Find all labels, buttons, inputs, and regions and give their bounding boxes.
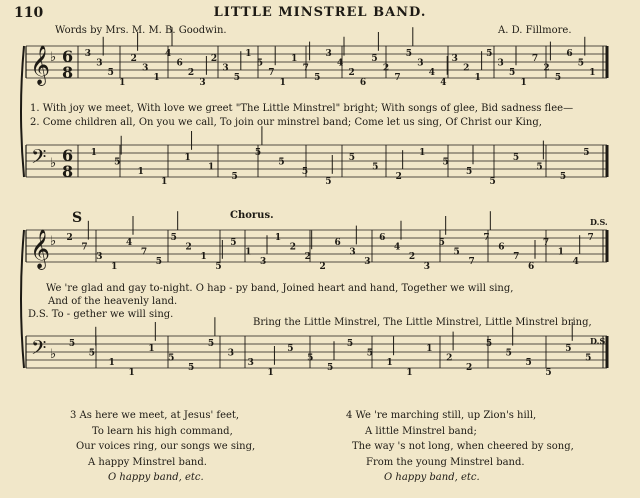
system1-treble-note-number: 5 [577, 58, 585, 69]
system2-treble-note-number: 7 [542, 237, 550, 248]
system1-treble-note-number: 3 [199, 77, 206, 88]
system2-treble-note-number: 3 [260, 257, 267, 267]
system2-bass-note-number: 5 [307, 353, 314, 364]
chorus-line-1: We 're glad and gay to-night. O hap - py band, Joined heart and hand, Together we will sing, [46, 283, 514, 294]
verse-4-line-2: A little Minstrel band; [365, 426, 477, 437]
system2-bass-note-number: 5 [545, 367, 552, 378]
verse-3-line-4: A happy Minstrel band. [88, 457, 207, 468]
time-signature-bottom: 8 [62, 63, 74, 82]
system1-treble-note-number: 5 [509, 68, 516, 79]
system1-bass-note-number: 5 [512, 152, 520, 163]
system1-treble-note-number: 1 [291, 53, 298, 64]
system1-treble-note-number: 2 [130, 53, 137, 64]
system2-treble-note-number: 2 [304, 252, 311, 263]
system1-treble-note-number: 1 [153, 73, 160, 83]
system1-treble-note-number: 5 [554, 73, 562, 83]
system1-treble-note-number: 3 [142, 63, 149, 74]
system2-bass-note-number: 5 [207, 339, 215, 349]
chorus-line-2: And of the heavenly land. [48, 296, 178, 307]
system1-treble-note-number: 2 [543, 63, 550, 74]
ds-mark-top: D.S. [590, 217, 608, 227]
system1-treble-note-number: 2 [463, 63, 470, 74]
system2-bass-note-number: 5 [346, 339, 354, 349]
segno-sign: S [72, 210, 83, 226]
system2-bass-note-number: 5 [168, 353, 175, 364]
system2-treble-note-number: 6 [334, 237, 341, 248]
system1-bass-note-number: 5 [114, 157, 121, 168]
system1-treble-note-number: 3 [325, 49, 332, 59]
system1-treble-note-number: 3 [96, 58, 103, 69]
system1-treble-note-number: 3 [84, 49, 91, 59]
system1-treble-note-number: 5 [371, 53, 378, 64]
system2-treble-note-number: 3 [364, 257, 371, 267]
system2-treble-note-number: 3 [423, 261, 431, 272]
verse-4-line-5: O happy band, etc. [384, 472, 480, 483]
system2-treble-note-number: 7 [513, 252, 520, 263]
system2-bass-note-number: 5 [188, 363, 195, 373]
system2-bass-note-number: 3 [247, 358, 254, 369]
system1-treble-note-number: 6 [176, 58, 183, 69]
system1-bass-note-number: 5 [254, 148, 262, 158]
system1-bass-note-number: 1 [184, 152, 191, 163]
system2-treble-note-number: 1 [274, 233, 282, 243]
system2-bass-note-number: 2 [446, 353, 453, 364]
system2-treble-note-number: 1 [200, 252, 207, 263]
system1-bass-note-number: 1 [419, 148, 426, 158]
system1-bass-note-number: 5 [442, 157, 449, 168]
system1-treble-note-number: 4 [165, 49, 172, 59]
bass-clef-icon: 𝄢 [31, 145, 47, 173]
treble-clef-icon: 𝄞 [30, 229, 51, 269]
system1-treble-note-number: 7 [394, 73, 401, 83]
system1-bass-note-number: 5 [348, 152, 355, 163]
system1-treble-note-number: 5 [256, 58, 263, 69]
system1-treble-note-number: 7 [302, 63, 309, 74]
system1-bass-note-number: 1 [161, 176, 168, 187]
flat-sign-icon: ♭ [50, 234, 57, 249]
system2-bass-note-number: 5 [565, 343, 572, 354]
system2-bass-note-number: 1 [426, 343, 433, 354]
system1-treble-note-number: 3 [497, 58, 504, 69]
system1-treble-note-number: 5 [405, 49, 413, 59]
system2-treble-note-number: 1 [111, 261, 118, 272]
system1-bass-note-number: 1 [208, 162, 215, 173]
verse-3-line-2: To learn his high command, [92, 426, 233, 437]
system2-bass-note-number: 1 [406, 367, 413, 378]
system2-bass-note-number: 1 [267, 367, 274, 378]
time-signature-top: 6 [62, 47, 74, 66]
words-credit: Words by Mrs. M. M. B. Goodwin. [55, 25, 227, 36]
system1-treble-note-number: 2 [348, 68, 355, 79]
system1-treble-note-number: 3 [222, 63, 229, 74]
system1-treble-note-number: 6 [359, 77, 367, 88]
system2-bass-note-number: 1 [386, 358, 393, 369]
system-brace [21, 46, 24, 177]
system2-bass-note-number: 1 [148, 343, 155, 354]
music-credit: A. D. Fillmore. [498, 25, 572, 36]
song-title: LITTLE MINSTREL BAND. [213, 5, 427, 20]
ds-mark-bottom: D.S. [590, 336, 608, 346]
system2-bass-note-number: 5 [485, 339, 493, 349]
system2-bass-note-number: 5 [68, 339, 76, 349]
verse-3-line-1: 3 As here we meet, at Jesus' feet, [70, 410, 240, 421]
system2-treble-note-number: 1 [245, 247, 252, 258]
system2-treble-note-number: 7 [140, 247, 148, 258]
system2-treble-note-number: 2 [185, 242, 192, 253]
system2-treble-note-number: 4 [394, 242, 401, 253]
treble-clef-icon: 𝄞 [30, 45, 51, 85]
system1-treble-note-number: 4 [428, 68, 435, 79]
system1-treble-note-number: 3 [451, 53, 458, 64]
system1-treble-note-number: 7 [531, 53, 539, 64]
system2-treble-note-number: 2 [66, 233, 73, 243]
system2-treble-note-number: 1 [557, 247, 565, 258]
verse-3-line-3: Our voices ring, our songs we sing, [76, 441, 256, 452]
system2-bass-note-number: 5 [327, 363, 334, 373]
system1-bass-note-number: 5 [489, 176, 496, 187]
system2-treble-note-number: 5 [215, 261, 222, 272]
system1-treble-note-number: 4 [440, 77, 447, 88]
system2-treble-note-number: 7 [483, 233, 490, 243]
system2-bass-note-number: 5 [287, 343, 294, 354]
system1-treble-note-number: 1 [279, 77, 286, 88]
system2-treble-note-number: 6 [498, 242, 505, 253]
system2-treble-note-number: 2 [319, 261, 326, 272]
system2-treble-note-number: 4 [126, 237, 133, 248]
system1-treble-note-number: 1 [520, 77, 527, 88]
flat-sign-icon: ♭ [50, 50, 57, 65]
system1-bass-note-number: 5 [278, 157, 285, 168]
time-signature-bottom: 8 [62, 162, 74, 181]
system1-bass-note-number: 5 [325, 176, 332, 187]
verse-4-line-4: From the young Minstrel band. [366, 457, 525, 468]
system2-treble-note-number: 6 [528, 261, 535, 272]
system2-treble-note-number: 2 [289, 242, 297, 253]
system1-bass-note-number: 5 [536, 162, 543, 173]
system1-bass-note-number: 1 [137, 167, 144, 178]
system1-bass-note-number: 2 [395, 172, 402, 182]
system2-treble-note-number: 2 [408, 252, 416, 263]
system2-treble-note-number: 3 [96, 252, 103, 263]
flat-sign-icon: ♭ [50, 347, 57, 362]
system2-treble-note-number: 5 [230, 237, 237, 248]
system1-treble-note-number: 1 [119, 77, 126, 88]
system1-treble-note-number: 4 [337, 58, 344, 69]
system1-treble-note-number: 5 [233, 73, 241, 83]
system1-bass-note-number: 5 [301, 167, 309, 178]
system1-bass-note-number: 5 [466, 167, 473, 178]
system1-treble-note-number: 1 [474, 73, 481, 83]
system2-treble-note-number: 7 [587, 233, 594, 243]
chorus-label: Chorus. [230, 210, 274, 221]
system1-treble-note-number: 6 [566, 49, 573, 59]
verse-4-line-3: The way 's not long, when cheered by song, [352, 441, 574, 452]
verse-4-line-1: 4 We 're marching still, up Zion's hill, [346, 410, 537, 421]
bass-clef-icon: 𝄢 [31, 336, 47, 364]
system2-bass-note-number: 2 [465, 363, 473, 373]
chorus-line-4: Bring the Little Minstrel, The Little Minstrel, Little Minstrel bring, [253, 317, 592, 328]
system1-treble-note-number: 1 [245, 49, 252, 59]
system1-treble-note-number: 2 [210, 53, 218, 64]
system2-treble-note-number: 5 [453, 247, 460, 258]
lyric-verse-2: 2. Come children all, On you we call, To join our minstrel band; Come let us sing, Of Christ our King, [30, 117, 542, 128]
system1-bass-note-number: 5 [231, 172, 238, 182]
system1-bass-note-number: 5 [559, 172, 567, 182]
verse-3-line-5: O happy band, etc. [108, 472, 204, 483]
system-brace [21, 230, 24, 368]
system1-treble-note-number: 2 [187, 68, 195, 79]
system2-treble-note-number: 5 [438, 237, 445, 248]
system1-treble-note-number: 5 [107, 68, 114, 79]
system2-treble-note-number: 4 [572, 257, 579, 267]
system1-treble-note-number: 2 [382, 63, 390, 74]
chorus-line-3: D.S. To - gether we will sing. [28, 309, 174, 320]
system2-bass-note-number: 5 [505, 348, 512, 359]
flat-sign-icon: ♭ [50, 156, 57, 171]
system2-treble-note-number: 5 [170, 233, 177, 243]
system1-treble-note-number: 5 [486, 49, 493, 59]
system2-bass-note-number: 5 [585, 353, 592, 364]
system1-bass-note-number: 5 [583, 148, 590, 158]
system1-bass-note-number: 5 [372, 162, 379, 173]
system2-bass-note-number: 5 [88, 348, 96, 359]
system2-bass-note-number: 5 [525, 358, 532, 369]
system2-bass-note-number: 1 [128, 367, 135, 378]
time-signature-top: 6 [62, 146, 74, 165]
system1-bass-note-number: 1 [90, 148, 97, 158]
lyric-verse-1: 1. With joy we meet, With love we greet "The Little Minstrel" bright; With songs of glee, Bid sadness flee— [30, 103, 574, 114]
system2-treble-note-number: 3 [349, 247, 356, 258]
system2-bass-note-number: 5 [366, 348, 373, 359]
system2-treble-note-number: 7 [81, 242, 88, 253]
system2-treble-note-number: 7 [468, 257, 475, 267]
page-number: 110 [14, 5, 44, 21]
system1-treble-note-number: 1 [589, 68, 596, 79]
system1-treble-note-number: 3 [417, 58, 424, 69]
system1-treble-note-number: 5 [314, 73, 321, 83]
system2-treble-note-number: 5 [155, 257, 163, 267]
system2-bass-note-number: 1 [108, 358, 115, 369]
system2-bass-note-number: 3 [227, 348, 235, 359]
system2-treble-note-number: 6 [379, 233, 386, 243]
system1-treble-note-number: 7 [268, 68, 275, 79]
